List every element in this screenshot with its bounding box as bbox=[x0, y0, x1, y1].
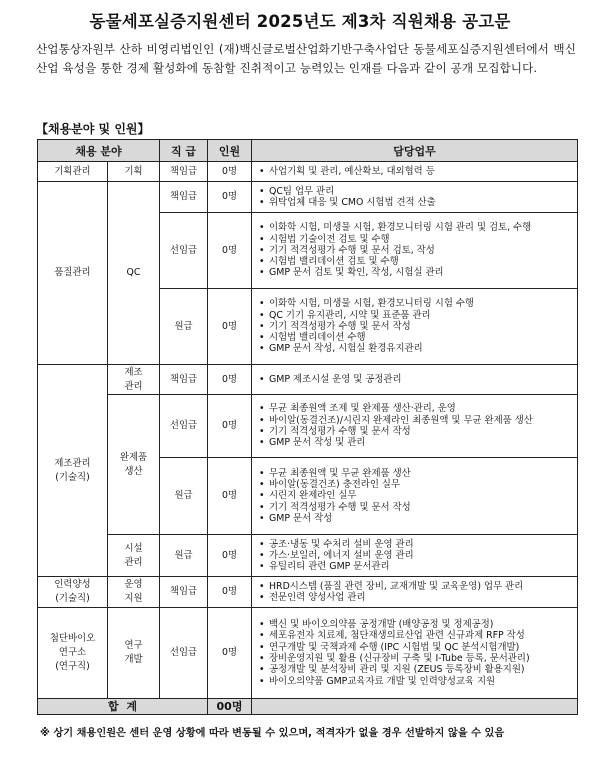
sub-field-cell: 연구 개발 bbox=[108, 608, 160, 699]
grade-cell: 원급 bbox=[160, 458, 208, 535]
duty-item: • 기기 적격성평가 수행 및 문서 작성 bbox=[258, 502, 573, 513]
duty-item: • 시린지 완제라인 실무 bbox=[258, 490, 573, 501]
sub-field-cell: 완제품 생산 bbox=[108, 395, 160, 535]
count-cell: 0명 bbox=[208, 458, 252, 535]
duty-item: • GMP 문서 작성 bbox=[258, 513, 573, 524]
duty-list bbox=[258, 186, 573, 209]
header-duty: 담당업무 bbox=[252, 140, 578, 162]
count-cell: 0명 bbox=[208, 162, 252, 182]
duty-item: • GMP 문서 작성, 시험실 환경유지관리 bbox=[258, 343, 573, 354]
duty-list bbox=[258, 539, 573, 573]
duty-item: • 기기 적격성평가 수행 및 문서 작성 bbox=[258, 426, 573, 437]
duty-cell bbox=[252, 577, 578, 608]
grade-cell: 원급 bbox=[160, 535, 208, 577]
total-blank-cell bbox=[252, 699, 578, 715]
grade-cell: 책임급 bbox=[160, 162, 208, 182]
duty-cell bbox=[252, 182, 578, 213]
duty-item: • 연구개발 및 국책과제 수행 (IPC 시험법 및 QC 분석시험개발) bbox=[258, 642, 573, 653]
header-count: 인원 bbox=[208, 140, 252, 162]
duty-item: • 바이알(동결건조)/시린지 완제라인 최종원액 및 무균 완제품 생산 bbox=[258, 415, 573, 426]
total-row bbox=[38, 699, 578, 715]
duty-list bbox=[258, 222, 573, 278]
duty-item: • 바이오의약품 GMP교육자료 개발 및 인력양성교육 지원 bbox=[258, 676, 573, 687]
count-cell: 0명 bbox=[208, 213, 252, 289]
total-label: 합 계 bbox=[38, 699, 208, 715]
duty-cell bbox=[252, 458, 578, 535]
duty-cell bbox=[252, 535, 578, 577]
table-row bbox=[38, 395, 578, 458]
duty-list bbox=[258, 468, 573, 524]
duty-item: • 위탁업체 대응 및 CMO 시험법 견적 산출 bbox=[258, 197, 573, 208]
duty-list bbox=[258, 298, 573, 354]
table-row bbox=[38, 535, 578, 577]
duty-list bbox=[258, 374, 573, 385]
duty-item: • GMP 문서 작성 및 관리 bbox=[258, 437, 573, 448]
header-grade: 직 급 bbox=[160, 140, 208, 162]
grade-cell: 책임급 bbox=[160, 577, 208, 608]
duty-item: • 이화학 시험, 미생물 시험, 환경모니터링 시험 수행 bbox=[258, 298, 573, 309]
duty-list bbox=[258, 619, 573, 687]
table-row bbox=[38, 577, 578, 608]
count-cell: 0명 bbox=[208, 182, 252, 213]
field-cell: 인력양성 (기술직) bbox=[38, 577, 108, 608]
page-title: 동물세포실증지원센터 2025년도 제3차 직원채용 공고문 bbox=[89, 12, 511, 31]
field-cell: 품질관리 bbox=[38, 182, 108, 365]
duty-item: • 시험법 밸리데이션 수행 bbox=[258, 332, 573, 343]
table-row bbox=[38, 182, 578, 213]
sub-field-cell: 제조 관리 bbox=[108, 365, 160, 395]
intro-paragraph: 산업통상자원부 산하 비영리법인인 (재)백신글로벌산업화기반구축사업단 동물세포실증지원센터에서 백신산업 육성을 통한 경제 활성화에 동참할 진취적이고 능력있는 인재를 다음과 같이 공개 모집합니다. bbox=[36, 42, 576, 75]
count-cell: 0명 bbox=[208, 365, 252, 395]
grade-cell: 선임급 bbox=[160, 213, 208, 289]
duty-item: • GMP 문서 검토 및 확인, 작성, 시험실 관리 bbox=[258, 267, 573, 278]
sub-field-cell: 운영 지원 bbox=[108, 577, 160, 608]
duty-item: • 기기 적격성평가 수행 및 문서 작성 bbox=[258, 321, 573, 332]
sub-field-cell: QC bbox=[108, 182, 160, 365]
duty-item: • 시험법 기술이전 검토 및 수행 bbox=[258, 234, 573, 245]
duty-item: • 무균 최종원액 및 무균 완제품 생산 bbox=[258, 468, 573, 479]
header-field: 채용 분야 bbox=[38, 140, 160, 162]
sub-field-cell: 기획 bbox=[108, 162, 160, 182]
duty-item: • 장비운영지원 및 활용 (신규장비 구축 및 I-Tube 등록, 문서관리) bbox=[258, 653, 573, 664]
duty-item: • 전문인력 양성사업 관리 bbox=[258, 592, 573, 603]
table-row bbox=[38, 365, 578, 395]
grade-cell: 선임급 bbox=[160, 395, 208, 458]
total-count: 00명 bbox=[208, 699, 252, 715]
duty-item: • 사업기획 및 관리, 예산확보, 대외협력 등 bbox=[258, 166, 573, 177]
duty-item: • 유틸리티 관련 GMP 문서관리 bbox=[258, 561, 573, 572]
sub-field-cell: 시설 관리 bbox=[108, 535, 160, 577]
duty-list bbox=[258, 166, 573, 177]
duty-list bbox=[258, 581, 573, 604]
field-cell: 첨단바이오 연구소 (연구직) bbox=[38, 608, 108, 699]
recruitment-table bbox=[37, 139, 578, 715]
duty-cell bbox=[252, 289, 578, 365]
table-header-row bbox=[38, 140, 578, 162]
duty-item: • 세포유전자 치료제, 첨단재생의료산업 관련 신규과제 RFP 작성 bbox=[258, 630, 573, 641]
duty-item: • 시험법 밸리데이션 검토 및 수행 bbox=[258, 256, 573, 267]
table-row bbox=[38, 608, 578, 699]
count-cell: 0명 bbox=[208, 577, 252, 608]
count-cell: 0명 bbox=[208, 395, 252, 458]
duty-cell bbox=[252, 395, 578, 458]
duty-cell bbox=[252, 365, 578, 395]
duty-cell bbox=[252, 213, 578, 289]
duty-item: • 공조·냉동 및 수처리 설비 운영 관리 bbox=[258, 539, 573, 550]
duty-cell bbox=[252, 162, 578, 182]
duty-item: • GMP 제조시설 운영 및 공정관리 bbox=[258, 374, 573, 385]
duty-item: • 바이알(동결건조) 충전라인 실무 bbox=[258, 479, 573, 490]
grade-cell: 선임급 bbox=[160, 608, 208, 699]
field-cell: 기획관리 bbox=[38, 162, 108, 182]
grade-cell: 책임급 bbox=[160, 182, 208, 213]
section-heading: 【채용분야 및 인원】 bbox=[36, 122, 150, 136]
duty-list bbox=[258, 403, 573, 448]
duty-item: • QC 기기 유지관리, 시약 및 표준품 관리 bbox=[258, 310, 573, 321]
field-cell: 제조관리 (기술직) bbox=[38, 365, 108, 577]
duty-item: • 이화학 시험, 미생물 시험, 환경모니터링 시험 관리 및 검토, 수행 bbox=[258, 222, 573, 233]
duty-item: • 백신 및 바이오의약품 공정개발 (배양공정 및 정제공정) bbox=[258, 619, 573, 630]
duty-item: • 기기 적격성평가 수행 및 문서 검토, 작성 bbox=[258, 245, 573, 256]
duty-item: • QC팀 업무 관리 bbox=[258, 186, 573, 197]
duty-item: • 공정개발 및 분석장비 관리 및 지원 (ZEUS 등록장비 활용지원) bbox=[258, 664, 573, 675]
count-cell: 0명 bbox=[208, 289, 252, 365]
table-row bbox=[38, 162, 578, 182]
grade-cell: 책임급 bbox=[160, 365, 208, 395]
count-cell: 0명 bbox=[208, 535, 252, 577]
footnote: ※ 상기 채용인원은 센터 운영 상황에 따라 변동될 수 있으며, 적격자가 없을 경우 선발하지 않을 수 있음 bbox=[40, 728, 505, 739]
grade-cell: 원급 bbox=[160, 289, 208, 365]
duty-item: • HRD시스템 (품질 관련 장비, 교재개발 및 교육운영) 업무 관리 bbox=[258, 581, 573, 592]
count-cell: 0명 bbox=[208, 608, 252, 699]
duty-item: • 가스·보일러, 에너지 설비 운영 관리 bbox=[258, 550, 573, 561]
duty-cell bbox=[252, 608, 578, 699]
duty-item: • 무균 최종원액 조제 및 완제품 생산·관리, 운영 bbox=[258, 403, 573, 414]
